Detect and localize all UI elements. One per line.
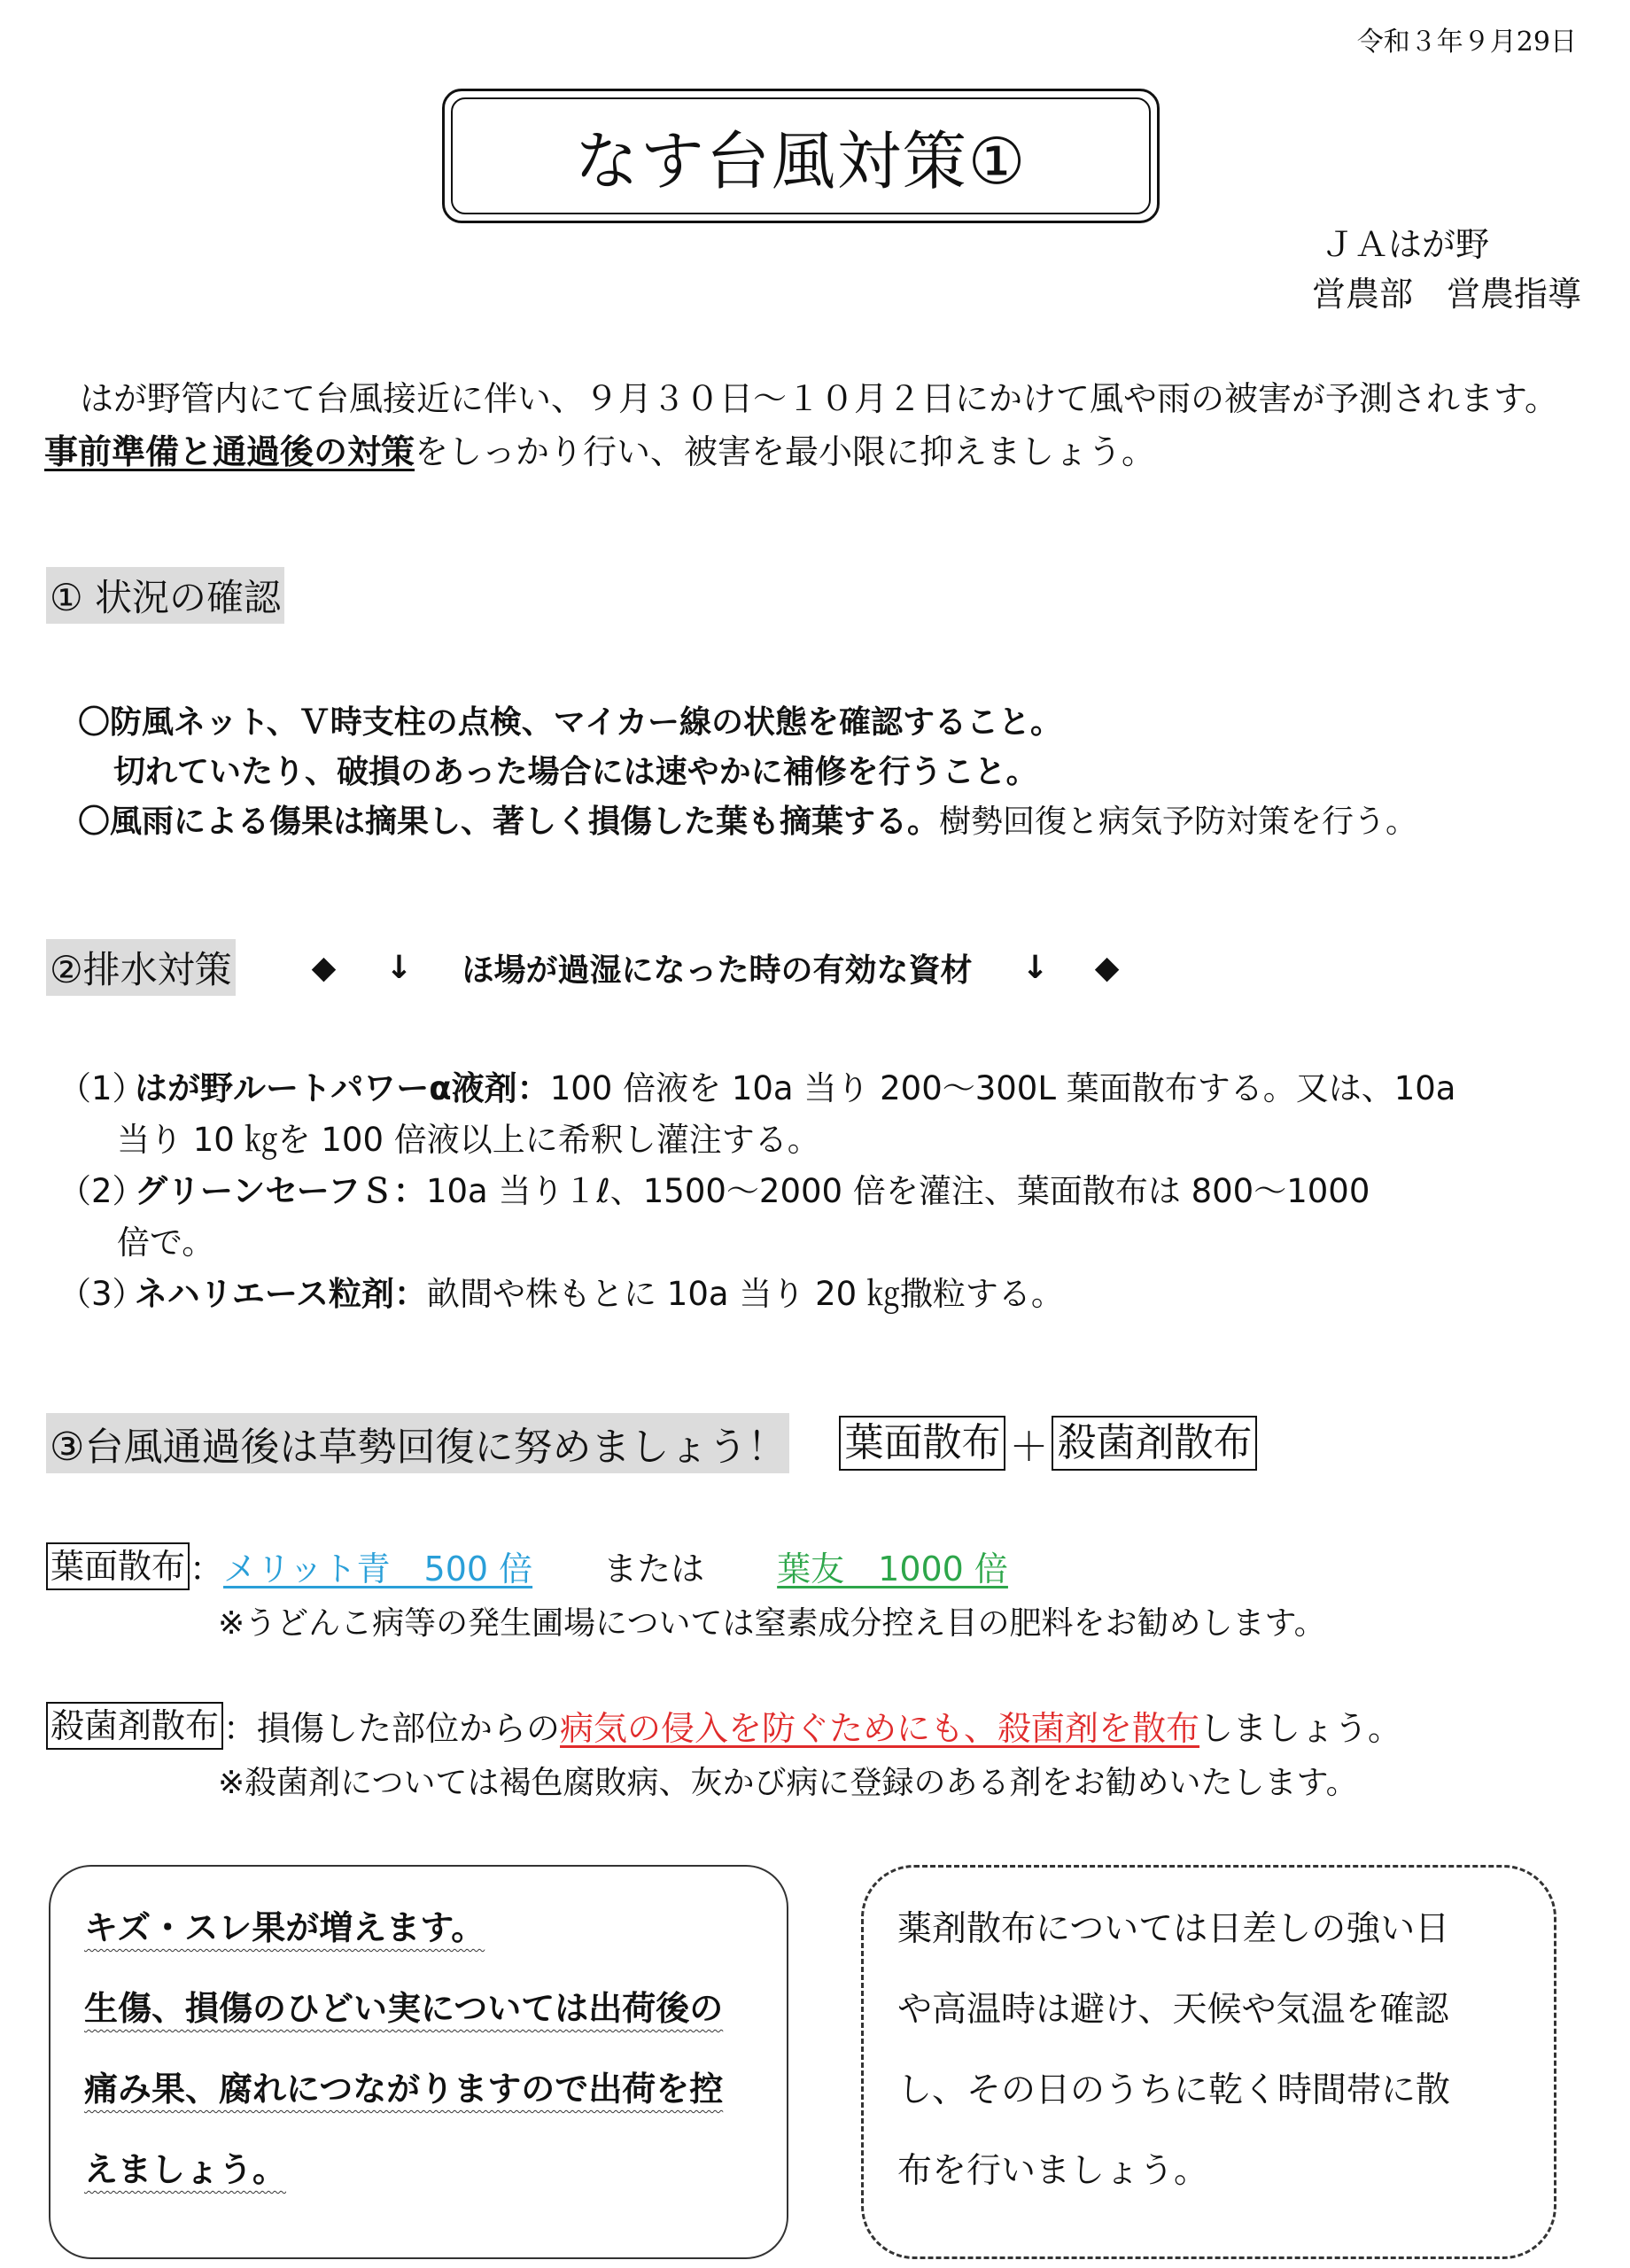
section-1-line-3-rest: 樹勢回復と病気予防対策を行う。 — [939, 804, 1418, 840]
list-item-text: 10a 当り１ℓ、1500～2000 倍を灌注、葉面散布は 800～1000 — [425, 1172, 1370, 1210]
warning-line-4: えましょう。 — [84, 2150, 287, 2189]
section-1-line-3 — [78, 797, 1417, 847]
section-2-subtitle: ほ場が過湿になった時の有効な資材 — [462, 951, 973, 989]
fungicide-note: ※殺菌剤については褐色腐敗病、灰かび病に登録のある剤をお勧めいたします。 — [218, 1765, 1358, 1801]
list-item-number: （1） — [58, 1069, 145, 1107]
warning-line-2: 生傷、損傷のひどい実については出荷後の — [84, 1989, 724, 2028]
intro-line-2-rest: をしっかり行い、被害を最小限に抑えましょう。 — [415, 432, 1156, 471]
section-2-subtitle-row — [312, 945, 1120, 990]
document-date: 令和３年９月29日 — [1356, 27, 1577, 58]
document-title: なす台風対策① — [451, 97, 1151, 214]
warning-line-1: キズ・スレ果が増えます。 — [84, 1908, 485, 1947]
advice-line-1: 薬剤散布については日差しの強い日 — [897, 1909, 1450, 1949]
list-item-continuation: 当り 10 ㎏を 100 倍液以上に希釈し灌注する。 — [117, 1121, 820, 1159]
section-1-line-1: 〇防風ネット、Ｖ時支柱の点検、マイカー線の状態を確認すること。 — [78, 704, 1062, 741]
arrow-down-icon: ↓ — [385, 949, 413, 986]
arrow-down-icon: ↓ — [1021, 949, 1049, 986]
advice-line-4: 布を行いましょう。 — [897, 2151, 1209, 2191]
intro-line-2 — [44, 425, 1558, 478]
plus-icon: ＋ — [1009, 1425, 1049, 1470]
list-item — [58, 1166, 1582, 1217]
diamond-icon: ◆ — [1094, 949, 1120, 986]
intro-paragraph — [44, 372, 1558, 478]
section-3-box-fungicide: 殺菌剤散布 — [1052, 1416, 1257, 1471]
section-1-heading-wrap — [46, 567, 284, 624]
department-name: 営農部 営農指導 — [1311, 275, 1581, 314]
list-item — [58, 1269, 1582, 1320]
spray-advice-box — [861, 1865, 1556, 2259]
advice-line-2: や高温時は避け、天候や気温を確認 — [897, 1990, 1449, 2030]
list-item-number: （2） — [58, 1172, 145, 1210]
list-item-text: 100 倍液を 10a 当り 200～300L 葉面散布する。又は、10a — [549, 1069, 1456, 1107]
diamond-icon: ◆ — [311, 949, 337, 986]
list-item-continuation: 倍で。 — [117, 1223, 215, 1262]
section-2-heading-row — [46, 939, 1119, 996]
foliar-label: 葉面散布 — [46, 1542, 190, 1590]
section-1-line-2: 切れていたり、破損のあった場合には速やかに補修を行うこと。 — [113, 754, 1038, 790]
section-1-line-3-bold: 〇風雨による傷果は摘果し、著しく損傷した葉も摘葉する。 — [78, 804, 940, 840]
foliar-option-1: メリット青 500 倍 — [223, 1550, 533, 1588]
organization-name: ＪＡはが野 — [1320, 225, 1489, 264]
warning-box — [49, 1865, 788, 2259]
section-2-list — [58, 1063, 1582, 1320]
section-3-box-foliar: 葉面散布 — [839, 1416, 1005, 1471]
foliar-row — [46, 1542, 1008, 1590]
foliar-colon: ： — [190, 1550, 224, 1588]
foliar-option-2: 葉友 1000 倍 — [777, 1550, 1008, 1588]
list-item-name: ネハリエース粒剤： — [135, 1275, 428, 1313]
section-3-heading: ③台風通過後は草勢回復に努めましょう！ — [46, 1413, 789, 1473]
warning-box-text — [84, 1888, 760, 2210]
fungicide-post: しましょう。 — [1199, 1709, 1402, 1748]
warning-line-3: 痛み果、腐れにつながりますので出荷を控 — [84, 2070, 724, 2109]
section-2-heading: ②排水対策 — [46, 939, 236, 996]
fungicide-pre: ：損傷した部位からの — [223, 1709, 561, 1748]
foliar-or: または — [603, 1550, 705, 1588]
list-item-name: グリーンセーフＳ： — [135, 1172, 426, 1210]
list-item-number: （3） — [58, 1275, 145, 1313]
section-1-heading: ① 状況の確認 — [46, 567, 284, 624]
organization-block — [1312, 220, 1581, 319]
title-frame — [442, 89, 1160, 223]
fungicide-row — [46, 1701, 1401, 1750]
intro-line-1: はが野管内にて台風接近に伴い、９月３０日～１０月２日にかけて風や雨の被害が予測されます。 — [80, 379, 1558, 418]
list-item-text: 畝間や株もとに 10a 当り 20 ㎏撒粒する。 — [427, 1275, 1064, 1313]
foliar-note: ※うどんこ病等の発生圃場については窒素成分控え目の肥料をお勧めします。 — [218, 1605, 1326, 1642]
advice-line-3: し、その日のうちに乾く時間帯に散 — [897, 2070, 1451, 2110]
spray-advice-text — [897, 1889, 1527, 2211]
fungicide-label: 殺菌剤散布 — [46, 1702, 223, 1750]
section-3-heading-row — [46, 1413, 1257, 1473]
list-item — [58, 1063, 1582, 1115]
list-item-name: はが野ルートパワーα液剤： — [135, 1069, 550, 1107]
intro-emphasis: 事前準備と通過後の対策 — [44, 432, 415, 471]
fungicide-emphasis: 病気の侵入を防ぐためにも、殺菌剤を散布 — [560, 1709, 1200, 1748]
section-1-body — [78, 698, 1417, 847]
